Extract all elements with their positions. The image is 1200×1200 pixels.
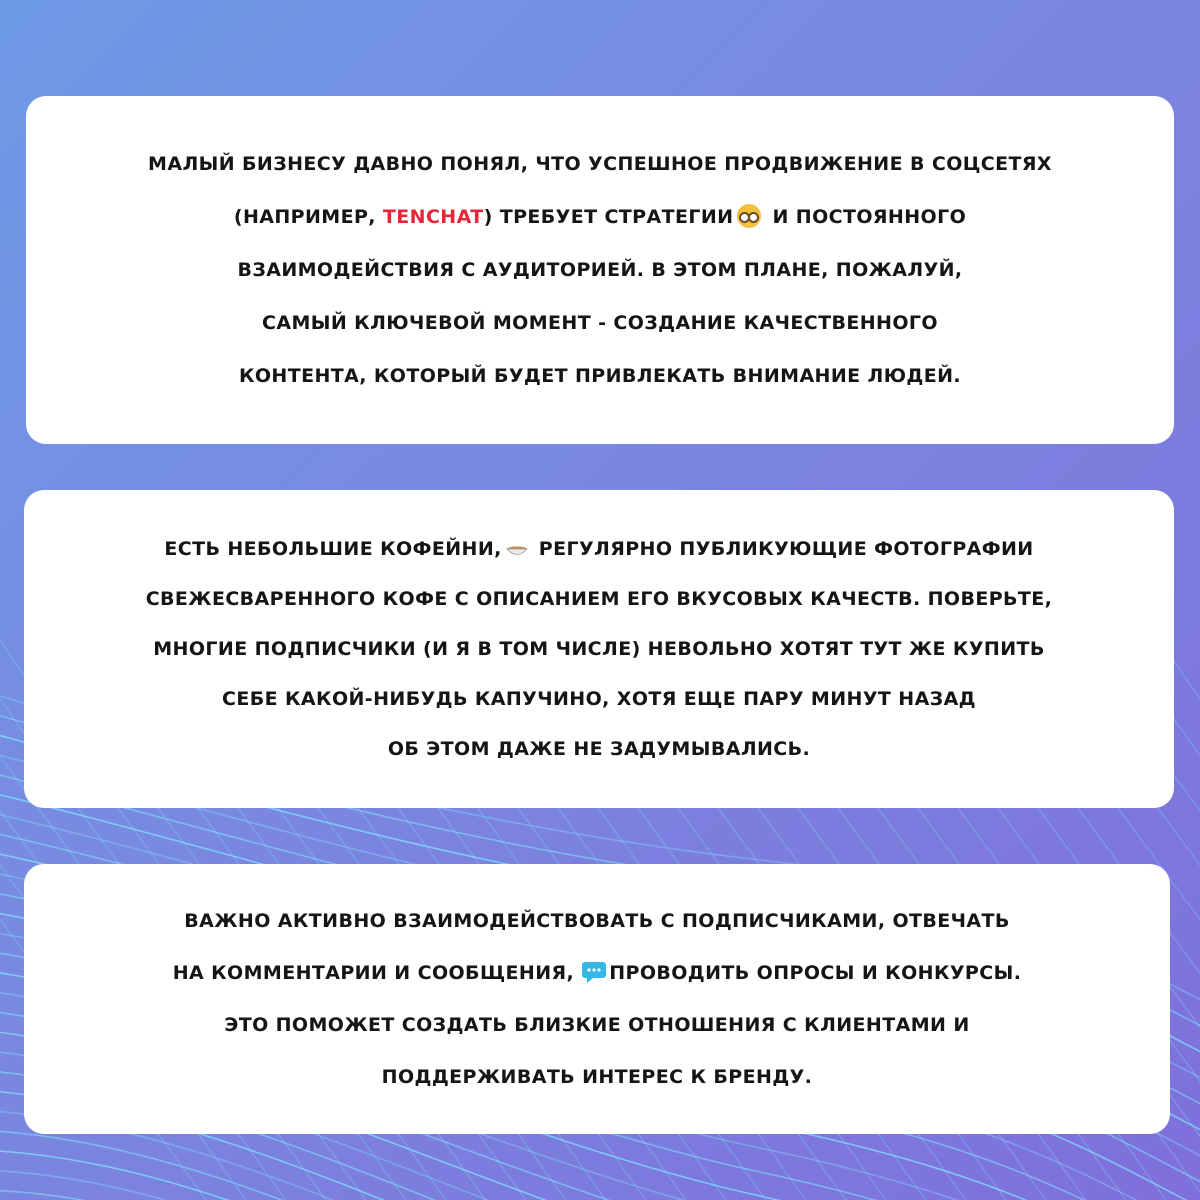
text-card-3 — [24, 864, 1170, 1134]
card-2-line-1-start: ЕСТЬ НЕБОЛЬШИЕ КОФЕЙНИ, — [164, 538, 502, 560]
card-2-line-3: МНОГИЕ ПОДПИСЧИКИ (И Я В ТОМ ЧИСЛЕ) НЕВОЛЬНО ХОТЯТ ТУТ ЖЕ КУПИТЬ — [153, 638, 1045, 660]
tenchat-brand: TENCHAT — [382, 206, 484, 228]
card-1-line-2 — [234, 199, 966, 235]
card-2-line-5: ОБ ЭТОМ ДАЖЕ НЕ ЗАДУМЫВАЛИСЬ. — [387, 738, 811, 760]
card-1-line-2-mid: ) ТРЕБУЕТ СТРАТЕГИИ — [483, 206, 734, 228]
card-1-line-4: САМЫЙ КЛЮЧЕВОЙ МОМЕНТ - СОЗДАНИЕ КАЧЕСТВЕННОГО — [262, 312, 938, 334]
speech-bubble-icon — [581, 960, 607, 984]
card-3-line-3: ЭТО ПОМОЖЕТ СОЗДАТЬ БЛИЗКИЕ ОТНОШЕНИЯ С КЛИЕНТАМИ И — [224, 1014, 970, 1036]
card-2-line-1-end: РЕГУЛЯРНО ПУБЛИКУЮЩИЕ ФОТОГРАФИИ — [531, 538, 1034, 560]
text-card-2 — [24, 490, 1174, 808]
card-2-line-2: СВЕЖЕСВАРЕННОГО КОФЕ С ОПИСАНИЕМ ЕГО ВКУСОВЫХ КАЧЕСТВ. ПОВЕРЬТЕ, — [145, 588, 1053, 610]
text-card-1 — [26, 96, 1174, 444]
card-3-line-1: ВАЖНО АКТИВНО ВЗАИМОДЕЙСТВОВАТЬ С ПОДПИСЧИКАМИ, ОТВЕЧАТЬ — [184, 910, 1010, 932]
coffee-cup-icon — [506, 546, 528, 558]
card-1-line-2-start: (НАПРИМЕР, — [233, 206, 383, 228]
card-3-line-2 — [173, 955, 1022, 991]
card-1-line-3: ВЗАИМОДЕЙСТВИЯ С АУДИТОРИЕЙ. В ЭТОМ ПЛАНЕ, ПОЖАЛУЙ, — [237, 259, 963, 281]
card-1-line-1: МАЛЫЙ БИЗНЕСУ ДАВНО ПОНЯЛ, ЧТО УСПЕШНОЕ ПРОДВИЖЕНИЕ В СОЦСЕТЯХ — [148, 153, 1052, 175]
card-1-line-5: КОНТЕНТА, КОТОРЫЙ БУДЕТ ПРИВЛЕКАТЬ ВНИМАНИЕ ЛЮДЕЙ. — [238, 365, 962, 387]
nerd-glasses-icon — [737, 204, 761, 228]
card-3-line-2-end: ПРОВОДИТЬ ОПРОСЫ И КОНКУРСЫ. — [609, 962, 1022, 984]
card-2-line-1 — [164, 531, 1033, 567]
card-3-line-2-start: НА КОММЕНТАРИИ И СООБЩЕНИЯ, — [172, 962, 575, 984]
card-2-line-4: СЕБЕ КАКОЙ-НИБУДЬ КАПУЧИНО, ХОТЯ ЕЩЕ ПАРУ МИНУТ НАЗАД — [221, 688, 976, 710]
card-1-line-2-end: И ПОСТОЯННОГО — [765, 206, 967, 228]
card-3-line-4: ПОДДЕРЖИВАТЬ ИНТЕРЕС К БРЕНДУ. — [381, 1066, 813, 1088]
